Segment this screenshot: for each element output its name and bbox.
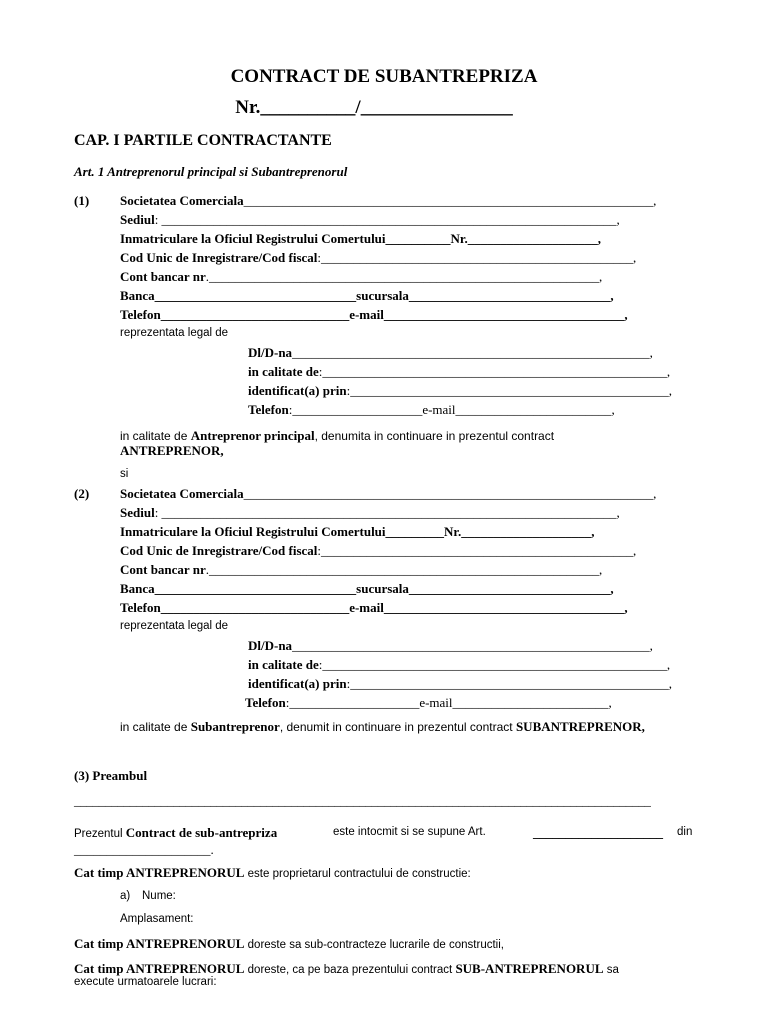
role-bold: Subantreprenor [190, 719, 280, 734]
field-blank: _______________________________sucursala_______________________________, [154, 288, 614, 303]
party-2-rep-name-row [248, 638, 653, 654]
party-1-seat-row [120, 212, 620, 228]
field-blank: :____________________e-mail________________________, [288, 402, 615, 417]
chapter-heading: CAP. I PARTILE CONTRACTANTE [74, 132, 332, 149]
field-blank: : ______________________________________________________________________, [154, 212, 620, 227]
party-2-rep-id-row [248, 676, 672, 692]
role-suffix: , denumit in continuare in prezentul contract [279, 720, 516, 734]
field-label: Telefon [120, 600, 161, 615]
contract-number-line: Nr.__________/________________ [235, 97, 513, 118]
role-prefix: in calitate de [120, 720, 191, 734]
field-blank: :____________________e-mail________________________, [285, 695, 612, 710]
field-label: Sediul [120, 505, 155, 520]
party-2-fiscal-row [120, 543, 636, 559]
field-blank: :_____________________________________________________, [318, 657, 671, 672]
field-blank: :_____________________________________________________, [318, 364, 671, 379]
clause-1 [74, 865, 471, 881]
field-label: Cod Unic de Inregistrare/Cod fiscal [120, 250, 318, 265]
party-1-role-line [120, 428, 554, 444]
party-1-phone-row [120, 307, 628, 323]
clause-3-bold: Cat timp ANTREPRENORUL [74, 961, 245, 976]
party-2-company-row [120, 486, 656, 502]
field-label: Inmatriculare la Oficiul Registrului Comertului [120, 231, 386, 246]
party-2-rep-capacity-row [248, 657, 670, 673]
party-2-bank-account-row [120, 562, 602, 578]
field-blank: _____________________________e-mail_____________________________________, [160, 600, 628, 615]
p1-contract-name: Contract de sub-antrepriza [125, 825, 278, 840]
role-suffix: , denumita in continuare in prezentul contract [314, 429, 555, 443]
item-a-text: Nume: [142, 890, 176, 902]
field-label: Telefon [248, 402, 289, 417]
document-title: CONTRACT DE SUBANTREPRIZA [230, 66, 538, 87]
party-2-number: (2) [74, 486, 90, 501]
field-label: Societatea Comerciala [120, 486, 244, 501]
clause-2-bold: Cat timp ANTREPRENORUL [74, 936, 245, 951]
clause-1-text: este proprietarul contractului de constructie: [244, 868, 471, 880]
role-name: SUBANTREPRENOR, [515, 719, 645, 734]
clause-2 [74, 936, 504, 952]
field-label: Cont bancar nr [120, 269, 206, 284]
clause-2-text: doreste sa sub-contracteze lucrarile de constructii, [244, 939, 504, 951]
clause-3-end: sa [603, 964, 619, 976]
clause-3-line-2: execute urmatoarele lucrari: [74, 976, 217, 988]
field-label: in calitate de [248, 364, 319, 379]
p1-line-2: _____________________. [74, 842, 214, 857]
party-1-company-row [120, 193, 656, 209]
field-label: Societatea Comerciala [120, 193, 244, 208]
p1-prefix: Prezentul [74, 828, 126, 840]
amplasament-label: Amplasament: [120, 913, 194, 925]
field-blank: .____________________________________________________________, [205, 269, 603, 284]
party-1-rep-capacity-row [248, 364, 670, 380]
field-label: Banca [120, 288, 155, 303]
field-label: Inmatriculare la Oficiul Registrului Comertului [120, 524, 386, 539]
field-label: Dl/D-na [248, 638, 293, 653]
party-2-role-line [120, 719, 645, 735]
party-2-bank-row [120, 581, 614, 597]
party-1-registry-row [120, 231, 601, 247]
field-blank: _______________________________sucursala_______________________________, [154, 581, 614, 596]
field-blank: _______________________________________________________, [292, 345, 653, 360]
field-label: Cod Unic de Inregistrare/Cod fiscal [120, 543, 318, 558]
preamble-paragraph-1 [74, 825, 277, 841]
field-blank: .____________________________________________________________, [205, 562, 603, 577]
field-blank: _______________________________________________________________, [243, 486, 657, 501]
field-label: Cont bancar nr [120, 562, 206, 577]
p1-middle: este intocmit si se supune Art. [333, 826, 486, 838]
field-label: in calitate de [248, 657, 319, 672]
role-prefix: in calitate de [120, 429, 191, 443]
field-label: Telefon [120, 307, 161, 322]
item-a-label: a) [120, 890, 131, 902]
party-2-seat-row [120, 505, 620, 521]
field-blank: _________Nr.____________________, [385, 524, 595, 539]
role-bold: Antreprenor principal [190, 428, 315, 443]
field-label: Sediul [120, 212, 155, 227]
conjunction-si: si [120, 468, 129, 480]
party-1-fiscal-row [120, 250, 636, 266]
clause-3-bold-2: SUB-ANTREPRENORUL [455, 961, 604, 976]
party-1-bank-row [120, 288, 614, 304]
party-1-bank-account-row [120, 269, 602, 285]
party-2-representative-label: reprezentata legal de [120, 620, 229, 632]
preamble-rule: _____________________________________________________________________________________________ [74, 793, 651, 808]
field-blank: _______________________________________________________________, [243, 193, 657, 208]
field-label: Telefon [245, 695, 286, 710]
field-label: identificat(a) prin [248, 383, 347, 398]
field-blank: :_________________________________________________, [346, 676, 672, 691]
preamble-heading: (3) Preambul [74, 768, 148, 783]
clause-1-bold: Cat timp ANTREPRENORUL [74, 865, 245, 880]
party-1-rep-id-row [248, 383, 672, 399]
party-1-rep-name-row [248, 345, 653, 361]
field-label: identificat(a) prin [248, 676, 347, 691]
field-label: Dl/D-na [248, 345, 293, 360]
clause-3-text: doreste, ca pe baza prezentului contract [244, 964, 456, 976]
party-2-rep-phone-row [245, 695, 612, 711]
field-blank: : ______________________________________________________________________, [154, 505, 620, 520]
field-blank: :_________________________________________________, [346, 383, 672, 398]
party-1-rep-phone-row [248, 402, 615, 418]
p1-din: din [677, 826, 693, 838]
field-blank: _____________________________e-mail_____________________________________, [160, 307, 628, 322]
party-1-role-name: ANTREPRENOR, [120, 443, 224, 458]
field-blank: _______________________________________________________, [292, 638, 653, 653]
article-heading: Art. 1 Antreprenorul principal si Subantreprenorul [74, 164, 348, 179]
party-1-representative-label: reprezentata legal de [120, 327, 229, 339]
field-blank: :________________________________________________, [317, 543, 637, 558]
p1-article-blank: ____________________ [533, 825, 663, 840]
party-1-number: (1) [74, 193, 90, 208]
field-blank: __________Nr.____________________, [385, 231, 601, 246]
clause-3 [74, 961, 619, 977]
field-label: Banca [120, 581, 155, 596]
party-2-registry-row [120, 524, 595, 540]
party-2-phone-row [120, 600, 628, 616]
field-blank: :________________________________________________, [317, 250, 637, 265]
